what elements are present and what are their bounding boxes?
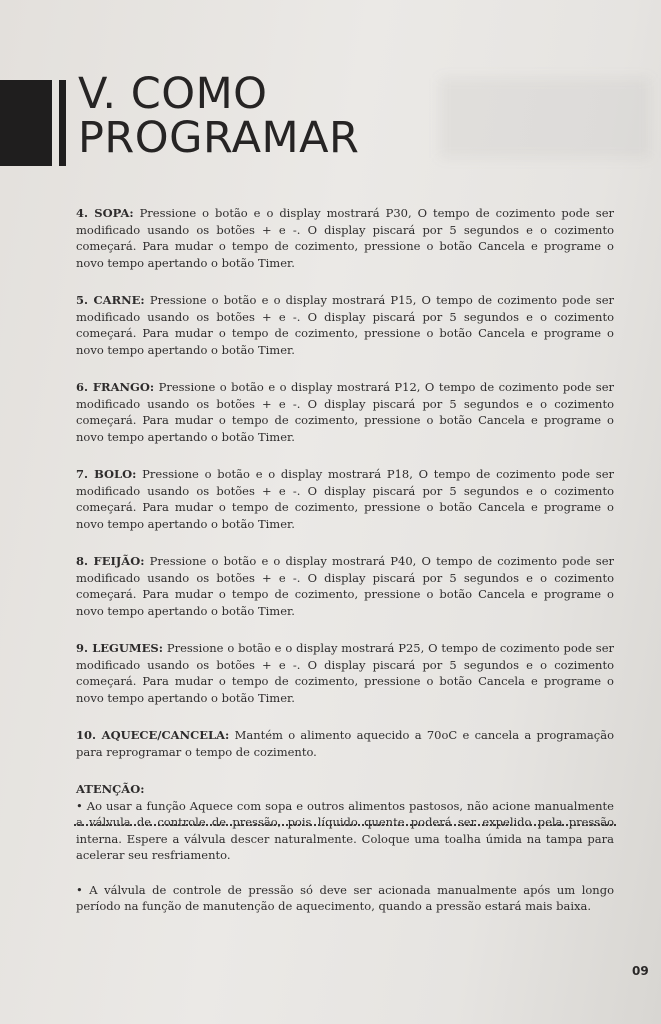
section-heading: 4. SOPA:: [76, 206, 134, 220]
attention-heading: ATENÇÃO:: [76, 782, 145, 796]
attention-note-1: • Ao usar a função Aquece com sopa e outros alimentos pastosos, não acione manualmente a válvula de controle de pressão, pois líquido quente poderá ser expelido pela pressão interna. Espere a válvula descer naturalmente. Coloque uma toalha úmida na tampa para acelerar seu resfriamento.: [76, 798, 614, 862]
section-heading: 7. BOLO:: [76, 467, 137, 481]
section-feijao: [76, 553, 614, 619]
section-text: Pressione o botão e o display mostrará P40, O tempo de cozimento pode ser modificado usando os botões + e -. O display piscará por 5 segundos e o cozimento começará. Para mudar o tempo de cozimento, pressione o botão Cancela e programe o novo tempo apertando o botão Timer.: [76, 554, 614, 618]
title-line-2: PROGRAMAR: [78, 113, 360, 163]
section-carne: [76, 292, 614, 358]
section-heading: 10. AQUECE/CANCELA:: [76, 728, 230, 742]
title-line-1: V. COMO: [78, 69, 268, 119]
section-text: Pressione o botão e o display mostrará P18, O tempo de cozimento pode ser modificado usando os botões + e -. O display piscará por 5 segundos e o cozimento começará. Para mudar o tempo de cozimento, pressione o botão Cancela e programe o novo tempo apertando o botão Timer.: [76, 467, 615, 531]
section-text: Pressione o botão e o display mostrará P25, O tempo de cozimento pode ser modificado usando os botões + e -. O display piscará por 5 segundos e o cozimento começará. Para mudar o tempo de cozimento, pressione o botão Cancela e programe o novo tempo apertando o botão Timer.: [76, 641, 614, 705]
section-bolo: [76, 466, 614, 532]
section-heading: 8. FEIJÃO:: [76, 554, 145, 568]
section-text: Pressione o botão e o display mostrará P30, O tempo de cozimento pode ser modificado usando os botões + e -. O display piscará por 5 segundos e o cozimento começará. Para mudar o tempo de cozimento, pressione o botão Cancela e programe o novo tempo apertando o botão Timer.: [76, 206, 614, 270]
bleed-through-shadow: [440, 78, 650, 158]
section-text: Pressione o botão e o display mostrará P15, O tempo de cozimento pode ser modificado usando os botões + e -. O display piscará por 5 segundos e o cozimento começará. Para mudar o tempo de cozimento, pressione o botão Cancela e programe o novo tempo apertando o botão Timer.: [76, 293, 614, 357]
section-heading: 9. LEGUMES:: [76, 641, 163, 655]
attention-note-2: • A válvula de controle de pressão só deve ser acionada manualmente após um longo período na função de manutenção de aquecimento, quando a pressão estará mais baixa.: [76, 882, 614, 913]
section-frango: [76, 379, 614, 445]
section-text: Mantém o alimento aquecido a 70oC e cancela a programação para reprogramar o tempo de cozimento.: [76, 728, 615, 759]
section-legumes: [76, 640, 614, 706]
section-text: Pressione o botão e o display mostrará P12, O tempo de cozimento pode ser modificado usando os botões + e -. O display piscará por 5 segundos e o cozimento começará. Para mudar o tempo de cozimento, pressione o botão Cancela e programe o novo tempo apertando o botão Timer.: [76, 380, 615, 444]
section-sopa: [76, 205, 614, 271]
page-number: 09: [632, 964, 649, 978]
title-accent-bar: [0, 80, 52, 166]
section-heading: 5. CARNE:: [76, 293, 145, 307]
section-aquece-cancela: [76, 727, 614, 760]
dotted-divider: [74, 824, 616, 826]
section-heading: 6. FRANGO:: [76, 380, 155, 394]
page-title: [78, 69, 360, 163]
